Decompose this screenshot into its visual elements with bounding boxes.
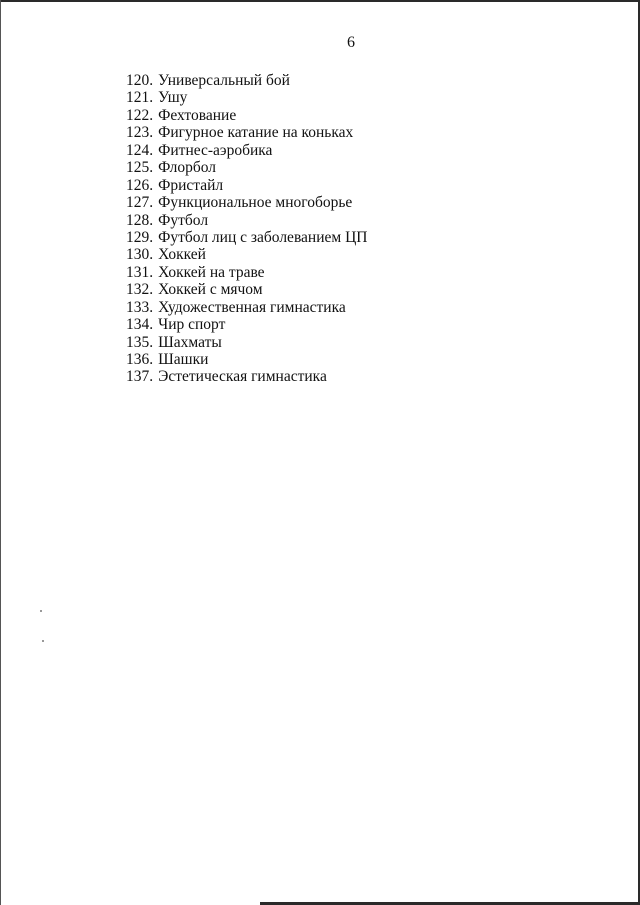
page-number: 6 [347,34,355,51]
list-item [126,368,367,385]
item-number: 126. [126,176,154,194]
list-item [126,124,367,141]
item-label: Фитнес-аэробика [158,141,273,159]
item-number: 136. [126,351,154,368]
item-label: Хоккей [158,246,206,264]
list-item [126,72,367,89]
item-label: Ушу [158,89,188,107]
item-number: 125. [126,159,154,177]
item-number: 124. [126,141,154,159]
list-item [126,334,367,351]
item-label: Хоккей на траве [158,263,265,281]
list-item [126,246,367,263]
list-item [126,159,367,176]
list-item [126,194,367,211]
item-number: 127. [126,194,154,212]
item-number: 131. [126,263,154,281]
item-number: 137. [126,368,154,386]
item-number: 122. [126,106,154,124]
item-label: Фигурное катание на коньках [158,124,354,142]
scan-speck [42,640,44,642]
list-item [126,281,367,298]
list-item [126,351,367,368]
list-item [126,229,367,246]
item-label: Футбол [158,211,209,229]
item-label: Эстетическая гимнастика [158,368,327,386]
item-label: Хоккей с мячом [158,281,263,299]
item-label: Шашки [158,351,209,368]
list-item [126,177,367,194]
list-item [126,89,367,106]
item-label: Шахматы [158,333,222,351]
item-number: 123. [126,124,154,142]
item-number: 128. [126,211,154,229]
item-number: 133. [126,298,154,316]
item-number: 130. [126,246,154,264]
list-item [126,264,367,281]
list-item [126,142,367,159]
item-number: 135. [126,333,154,351]
item-label: Функциональное многоборье [158,194,353,212]
item-label: Флорбол [158,159,217,177]
item-label: Футбол лиц с заболеванием ЦП [158,228,368,246]
scan-edge-left [0,0,1,905]
item-label: Фристайл [158,176,224,194]
item-label: Чир спорт [158,316,226,334]
item-label: Универсальный бой [158,72,290,89]
item-number: 120. [126,72,154,89]
list-item [126,299,367,316]
sports-list [126,72,367,386]
item-number: 129. [126,228,154,246]
scan-speck [40,610,42,612]
item-number: 134. [126,316,154,334]
list-item [126,107,367,124]
item-label: Художественная гимнастика [158,298,346,316]
item-number: 121. [126,89,154,107]
list-item [126,212,367,229]
item-label: Фехтование [158,106,237,124]
scan-edge-top [0,0,640,2]
list-item [126,316,367,333]
item-number: 132. [126,281,154,299]
